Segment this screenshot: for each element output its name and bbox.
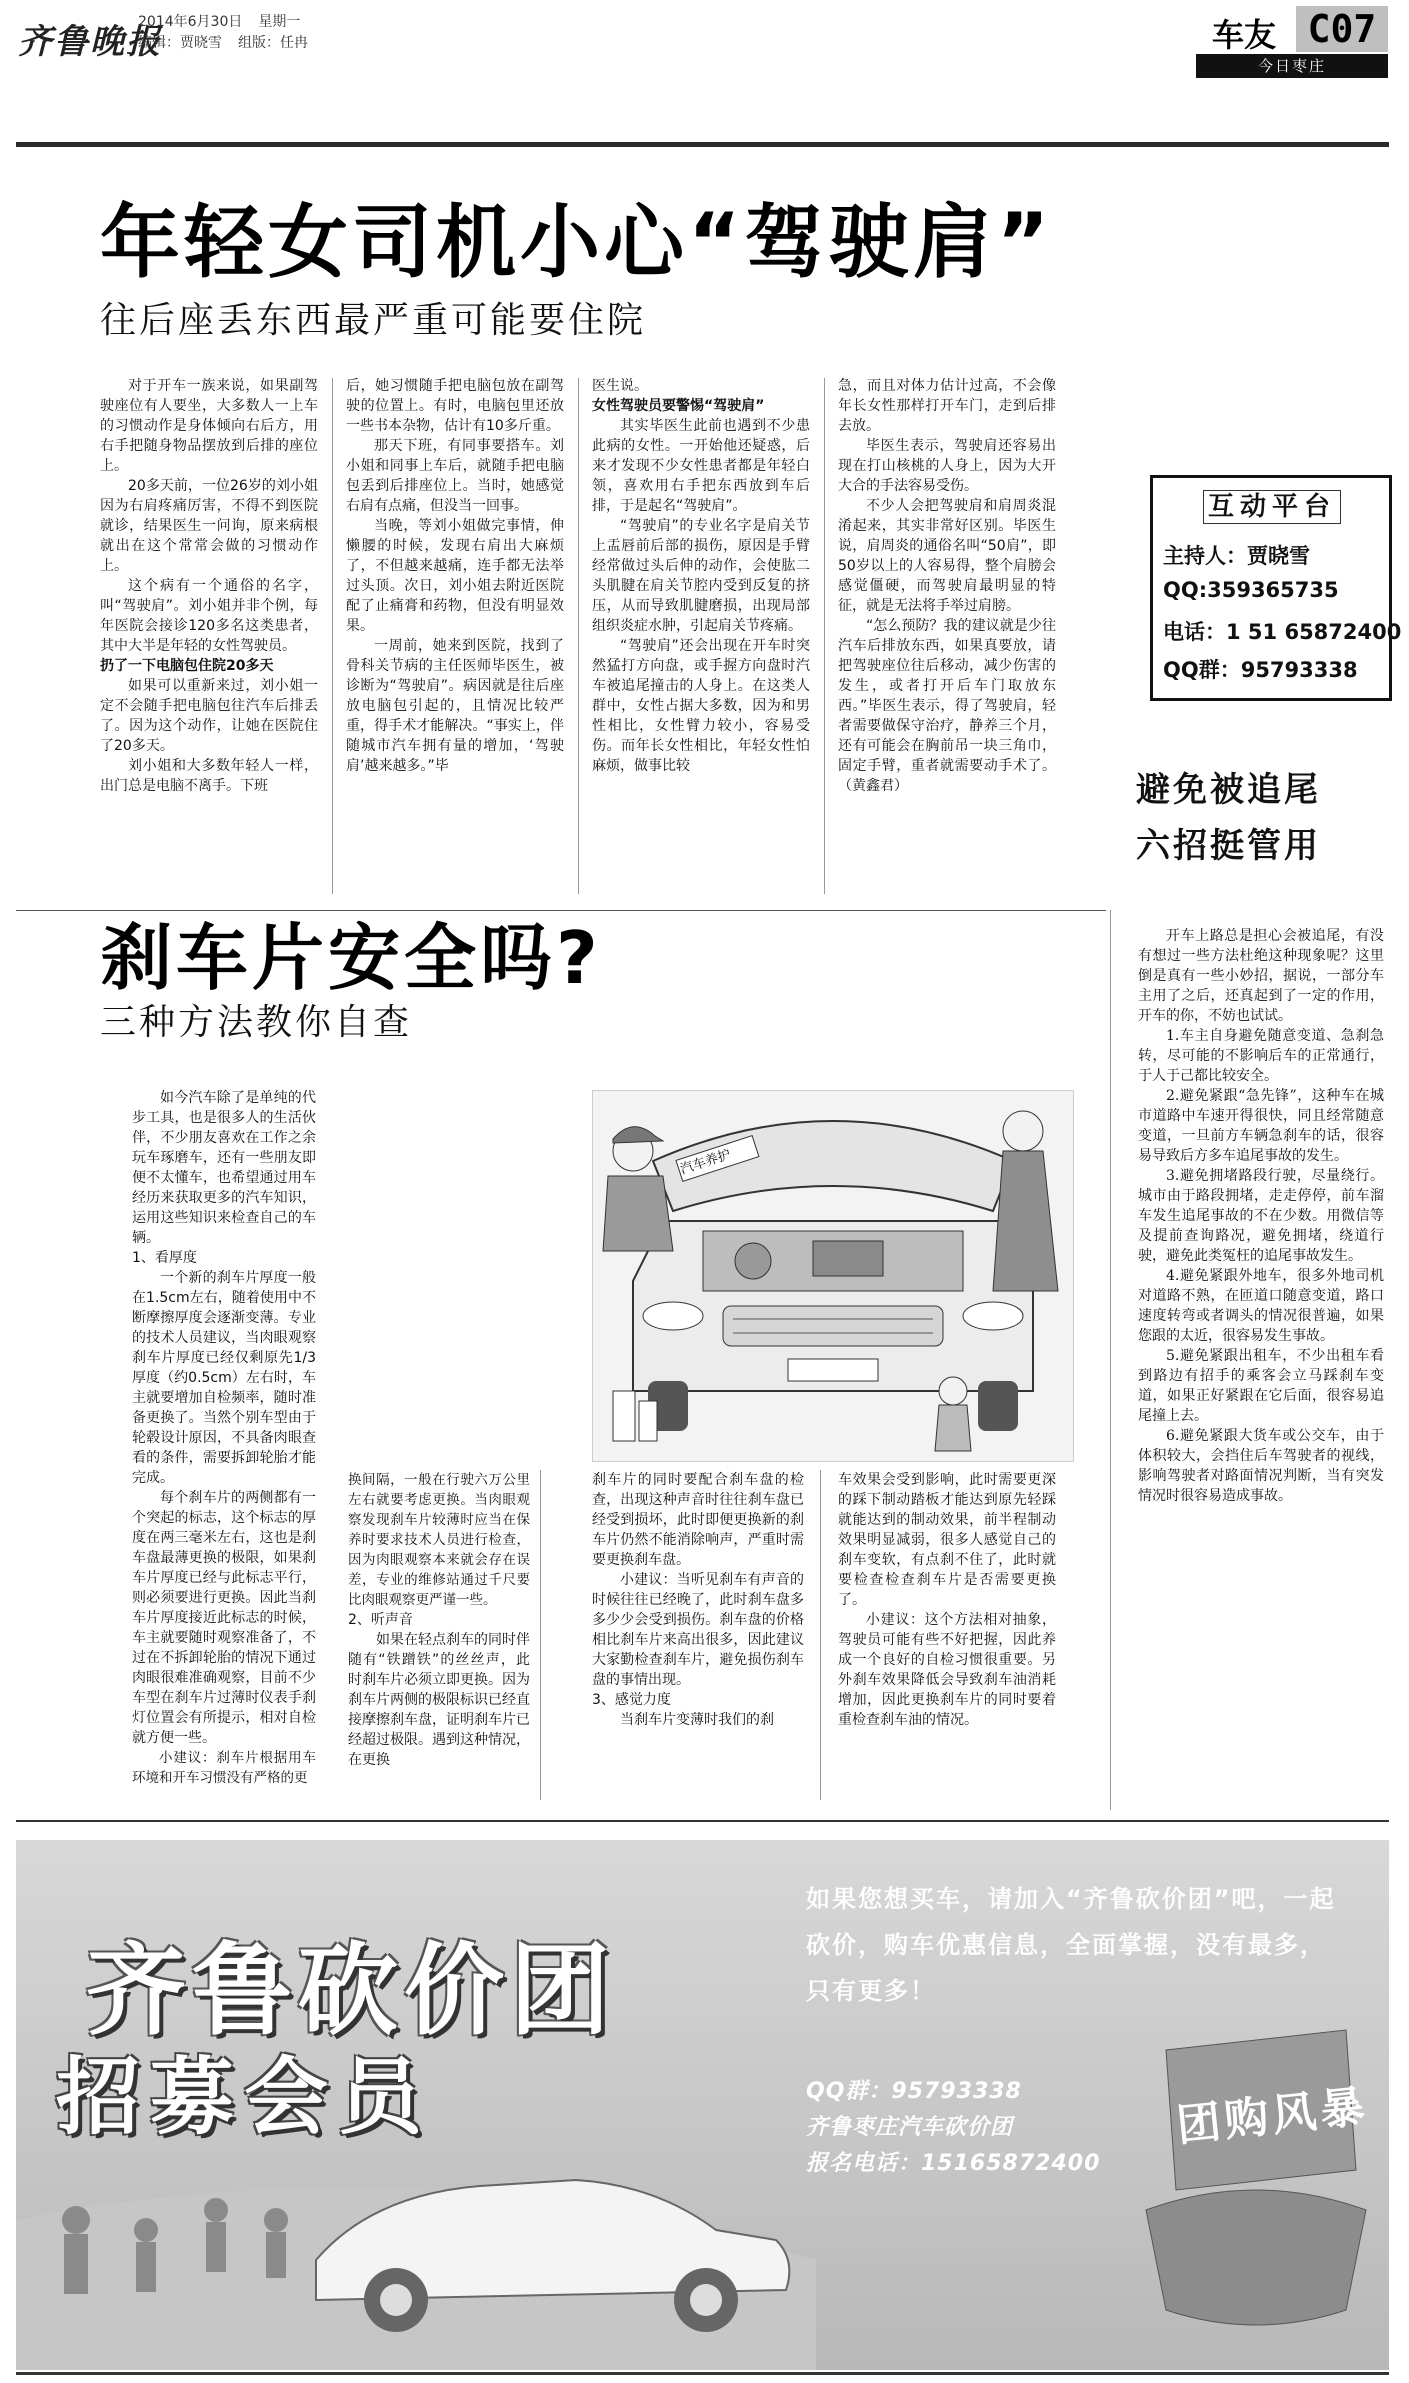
newspaper-masthead: 齐鲁晚报 [18,22,162,62]
paragraph: 3.避免拥堵路段行驶，尽量绕行。城市由于路段拥堵，走走停停，前车溜车发生追尾事故的不在少数。用微信等及提前查询路况，避免拥堵，绕道行驶，避免此类冤枉的追尾事故发生。 [1138,1168,1384,1264]
paragraph: 对于开车一族来说，如果副驾驶座位有人要坐，大多数人一上车的习惯动作是身体倾向右后方，用右手把随身物品摆放到后排的座位上。 [100,378,318,474]
ad-organizer: 齐鲁枣庄汽车砍价团 [806,2115,1014,2140]
section-name: 车友 [1212,16,1277,54]
car-maintenance-illustration [592,1090,1074,1462]
article3-headline-line2: 六招挺管用 [1136,826,1321,866]
paragraph: 小建议：当听见刹车有声音的时候往往已经晚了，此时刹车盘多多少少会受到损伤。刹车盘的价格相比刹车片来高出很多，因此建议大家勤检查刹车片，避免损伤刹车盘的事情出现。 [592,1572,804,1688]
ad-qq-group: QQ群：95793338 [806,2079,1022,2104]
column-divider [824,378,825,894]
car-hood-open-icon [593,1091,1073,1461]
article2-column-4 [838,1470,1056,1730]
host-name: 主持人：贾晓雪 [1163,544,1310,568]
page-number: C07 [1296,6,1388,52]
paragraph: 6.避免紧跟大货车或公交车，由于体积较大，会挡住后车驾驶者的视线，影响驾驶者对路面情况判断，当有突发情况时很容易造成事故。 [1138,1428,1384,1504]
interactive-platform-title: 互动平台 [1203,490,1341,524]
paragraph: 小建议：这个方法相对抽象，驾驶员可能有些不好把握，因此养成一个良好的自检习惯很重要。另外刹车效果降低会导致刹车油消耗增加，因此更换刹车片的同时要着重检查刹车油的情况。 [838,1612,1056,1728]
paragraph: 一周前，她来到医院，找到了骨科关节病的主任医师毕医生，被诊断为“驾驶肩”。病因就是往后座放电脑包引起的，且情况比较严重，得手术才能解决。“事实上，伴随城市汽车拥有量的增加，‘驾驶肩’越来越多。”毕 [346,638,564,774]
paragraph: 如今汽车除了是单纯的代步工具，也是很多人的生活伙伴，不少朋友喜欢在工作之余玩车琢磨车，还有一些朋友即便不太懂车，也希望通过用车经历来获取更多的汽车知识，运用这些知识来检查自己的车辆。 [132,1090,316,1246]
group-buy-advertisement [16,1840,1389,2370]
paragraph: 急，而且对体力估计过高，不会像年长女性那样打开车门，走到后排去放。 [838,378,1056,434]
paragraph: 换间隔，一般在行驶六万公里左右就要考虑更换。当肉眼观察发现刹车片较薄时应当在保养时要求技术人员进行检查，因为肉眼观察本来就会存在误差，专业的维修站通过千尺要比肉眼观察更严谨一些。 [348,1472,530,1608]
contact-qq-group: QQ群：95793338 [1163,658,1358,682]
paragraph: 毕医生表示，驾驶肩还容易出现在打山核桃的人身上，因为大开大合的手法容易受伤。 [838,438,1056,494]
article1-headline: 年轻女司机小心“驾驶肩” [100,196,1054,289]
paragraph: “驾驶肩”的专业名字是肩关节上盂唇前后部的损伤，原因是手臂经常做过头后伸的动作，会使肱二头肌腱在肩关节腔内受到反复的挤压，从而导致肌腱磨损，出现局部组织炎症水肿，引起肩关节疼痛。 [592,518,810,634]
ad-brand-name: 齐鲁砍价团 [86,1932,616,2049]
paragraph: 其实毕医生此前也遇到不少患此病的女性。一开始他还疑惑，后来才发现不少女性患者都是年轻白领，喜欢用右手把东西放到车后排，于是起名“驾驶肩”。 [592,418,810,514]
article2-column-1 [132,1088,316,1788]
paragraph: 当刹车片变薄时我们的刹 [620,1712,774,1728]
paragraph: 1.车主自身避免随意变道、急刹急转，尽可能的不影响后车的正常通行，于人于己都比较安全。 [1138,1028,1384,1084]
paragraph: 一个新的刹车片厚度一般在1.5cm左右，随着使用中不断摩擦厚度会逐渐变薄。专业的技术人员建议，当肉眼观察刹车片厚度已经仅剩原先1/3厚度（约0.5cm）左右时，车主就要增加自检频率，随时准备更换了。当然个别车型由于轮毂设计原因，不具备肉眼查看的条件，需要拆卸轮胎才能完成。 [132,1270,316,1486]
header-rule [16,142,1389,147]
paragraph: 每个刹车片的两侧都有一个突起的标志，这个标志的厚度在两三毫米左右，这也是刹车盘最薄更换的极限，如果刹车片厚度已经与此标志平行，则必须要进行更换。因此当刹车片厚度接近此标志的时候，车主就要随时观察准备了，不过在不拆卸轮胎的情况下通过肉眼很难准确观察，目前不少车型在刹车片过薄时仪表手刹灯位置会有所提示，相对自检就方便一些。 [132,1490,316,1746]
paragraph: 那天下班，有同事要搭车。刘小姐和同事上车后，就随手把电脑包丢到后排座位上。当时，她感觉右肩有点痛，但没当一回事。 [346,438,564,514]
paragraph: 当晚，等刘小姐做完事情，伸懒腰的时候，发现右肩出大麻烦了，不但越来越痛，连手都无法举过头顶。次日，刘小姐去附近医院配了止痛膏和药物，但没有明显效果。 [346,518,564,634]
column-divider [578,378,579,894]
paragraph: 医生说。 [592,378,648,394]
paragraph: 20多天前，一位26岁的刘小姐因为右肩疼痛厉害，不得不到医院就诊，结果医生一问询，原来病根就出在这个常常会做的习惯动作上。 [100,478,318,574]
column-divider [820,1470,821,1800]
article1-column-3 [592,376,810,776]
issue-date: 2014年6月30日 [138,14,243,30]
article2-subheadline: 三种方法教你自查 [100,1002,413,1043]
paragraph: 2.避免紧跟“急先锋”，这种车在城市道路中车速开得很快，同且经常随意变道，一旦前方车辆急刹车的话，很容易导致后方多车追尾事故的发生。 [1138,1088,1384,1164]
paragraph: 2、听声音 [348,1612,413,1628]
article1-column-1 [100,376,318,796]
paragraph: 如果在轻点刹车的同时伴随有“铁蹭铁”的丝丝声，此时刹车片必须立即更换。因为刹车片两侧的极限标识已经直接摩擦刹车盘，证明刹车片已经超过极限。遇到这种情况，在更换 [348,1632,530,1768]
paragraph: 开车上路总是担心会被追尾，有没有想过一些方法杜绝这种现象呢？这里倒是真有一些小妙招，据说，一部分车主用了之后，还真起到了一定的作用，开车的你，不妨也试试。 [1138,928,1384,1024]
article2-column-2 [348,1470,530,1770]
column-divider [332,378,333,894]
paragraph: 如果可以重新来过，刘小姐一定不会随手把电脑包往汽车后排丢了。因为这个动作，让她在医院住了20多天。 [100,678,318,754]
ad-phone: 报名电话：15165872400 [806,2151,1101,2176]
article3-headline-line1: 避免被追尾 [1136,770,1321,810]
article2-headline: 刹车片安全吗? [100,916,602,1000]
paragraph: 小建议：刹车片根据用车环境和开车习惯没有严格的更 [132,1750,316,1786]
paragraph: 1、看厚度 [132,1250,197,1266]
paragraph: 这个病有一个通俗的名字，叫“驾驶肩”。刘小姐并非个例，每年医院会接诊120多名这类患者，其中大半是年轻的女性驾驶员。 [100,578,318,654]
page-bottom-rule [16,2372,1389,2375]
ad-contact [806,2074,1100,2182]
article1-column-2 [346,376,564,776]
article1-column-4 [838,376,1056,796]
paragraph: 刘小姐和大多数年轻人一样，出门总是电脑不离手。下班 [100,758,318,794]
ad-top-rule [16,1820,1389,1822]
issue-weekday: 星期一 [258,14,301,30]
article2-column-3 [592,1470,804,1730]
subsection-label: 今日枣庄 [1196,54,1388,78]
interactive-platform-box [1150,475,1402,701]
article3-body [1138,926,1384,1506]
side-column-divider [1110,910,1111,1810]
column-divider [540,1470,541,1800]
paragraph: “怎么预防？我的建议就是少往汽车后排放东西，如果真要放，请把驾驶座位往后移动，减少伤害的发生，或者打开后车门取放东西。”毕医生表示，得了驾驶肩，轻者需要做保守治疗，静养三个月，还有可能会在胸前吊一块三角巾，固定手臂，重者就需要动手术了。（黄鑫君） [838,618,1056,794]
ad-intro-text: 如果您想买车，请加入“齐鲁砍价团”吧，一起砍价，购车优惠信息，全面掌握，没有最多，只有更多！ [806,1885,1336,2005]
paragraph: 车效果会受到影响，此时需要更深的踩下制动踏板才能达到原先轻踩就能达到的制动效果，前半程制动效果明显减弱，很多人感觉自己的刹车变软，有点刹不住了，此时就要检查检查刹车片是否需要更换了。 [838,1472,1056,1608]
section-subheading: 扔了一下电脑包住院20多天 [100,658,274,674]
layout-credit: 组版：任冉 [238,35,308,51]
paragraph: 后，她习惯随手把电脑包放在副驾驶的位置上。有时，电脑包里还放一些书本杂物，估计有10多斤重。 [346,378,564,434]
article1-subheadline: 往后座丢东西最严重可能要住院 [100,300,647,341]
contact-phone: 电话：1 51 65872400 [1163,620,1402,644]
group-buy-badge: 团购风暴 [1174,2081,1371,2152]
paragraph: 不少人会把驾驶肩和肩周炎混淆起来，其实非常好区别。毕医生说，肩周炎的通俗名叫“50肩”，即50岁以上的人容易得，整个肩膀会感觉僵硬，而驾驶肩最明显的特征，就是无法将手举过肩膀。 [838,498,1056,614]
illustration-label: 汽车养护 [678,1147,733,1178]
contact-qq: QQ:359365735 [1163,578,1339,602]
paragraph: 刹车片的同时要配合刹车盘的检查，出现这种声音时往往刹车盘已经受到损坏，此时即便更换新的刹车片仍然不能消除响声，严重时需要更换刹车盘。 [592,1472,804,1568]
section-subheading: 女性驾驶员要警惕“驾驶肩” [592,398,765,414]
paragraph: 4.避免紧跟外地车，很多外地司机对道路不熟，在匝道口随意变道，路口速度转弯或者调头的情况很普遍，如果您跟的太近，很容易发生事故。 [1138,1268,1384,1344]
issue-info [138,12,324,54]
ad-slogan: 招募会员 [56,2048,433,2146]
editor-credit: 编辑：贾晓雪 [138,35,222,51]
paragraph: “驾驶肩”还会出现在开车时突然猛打方向盘，或手握方向盘时汽车被追尾撞击的人身上。在这类人群中，女性占据大多数，因为和男性相比，女性臂力较小，容易受伤。而年长女性相比，年轻女性怕麻烦，做事比较 [592,638,810,774]
paragraph: 5.避免紧跟出租车，不少出租车看到路边有招手的乘客会立马踩刹车变道，如果正好紧跟在它后面，很容易追尾撞上去。 [1138,1348,1384,1424]
paragraph: 3、感觉力度 [592,1692,671,1708]
